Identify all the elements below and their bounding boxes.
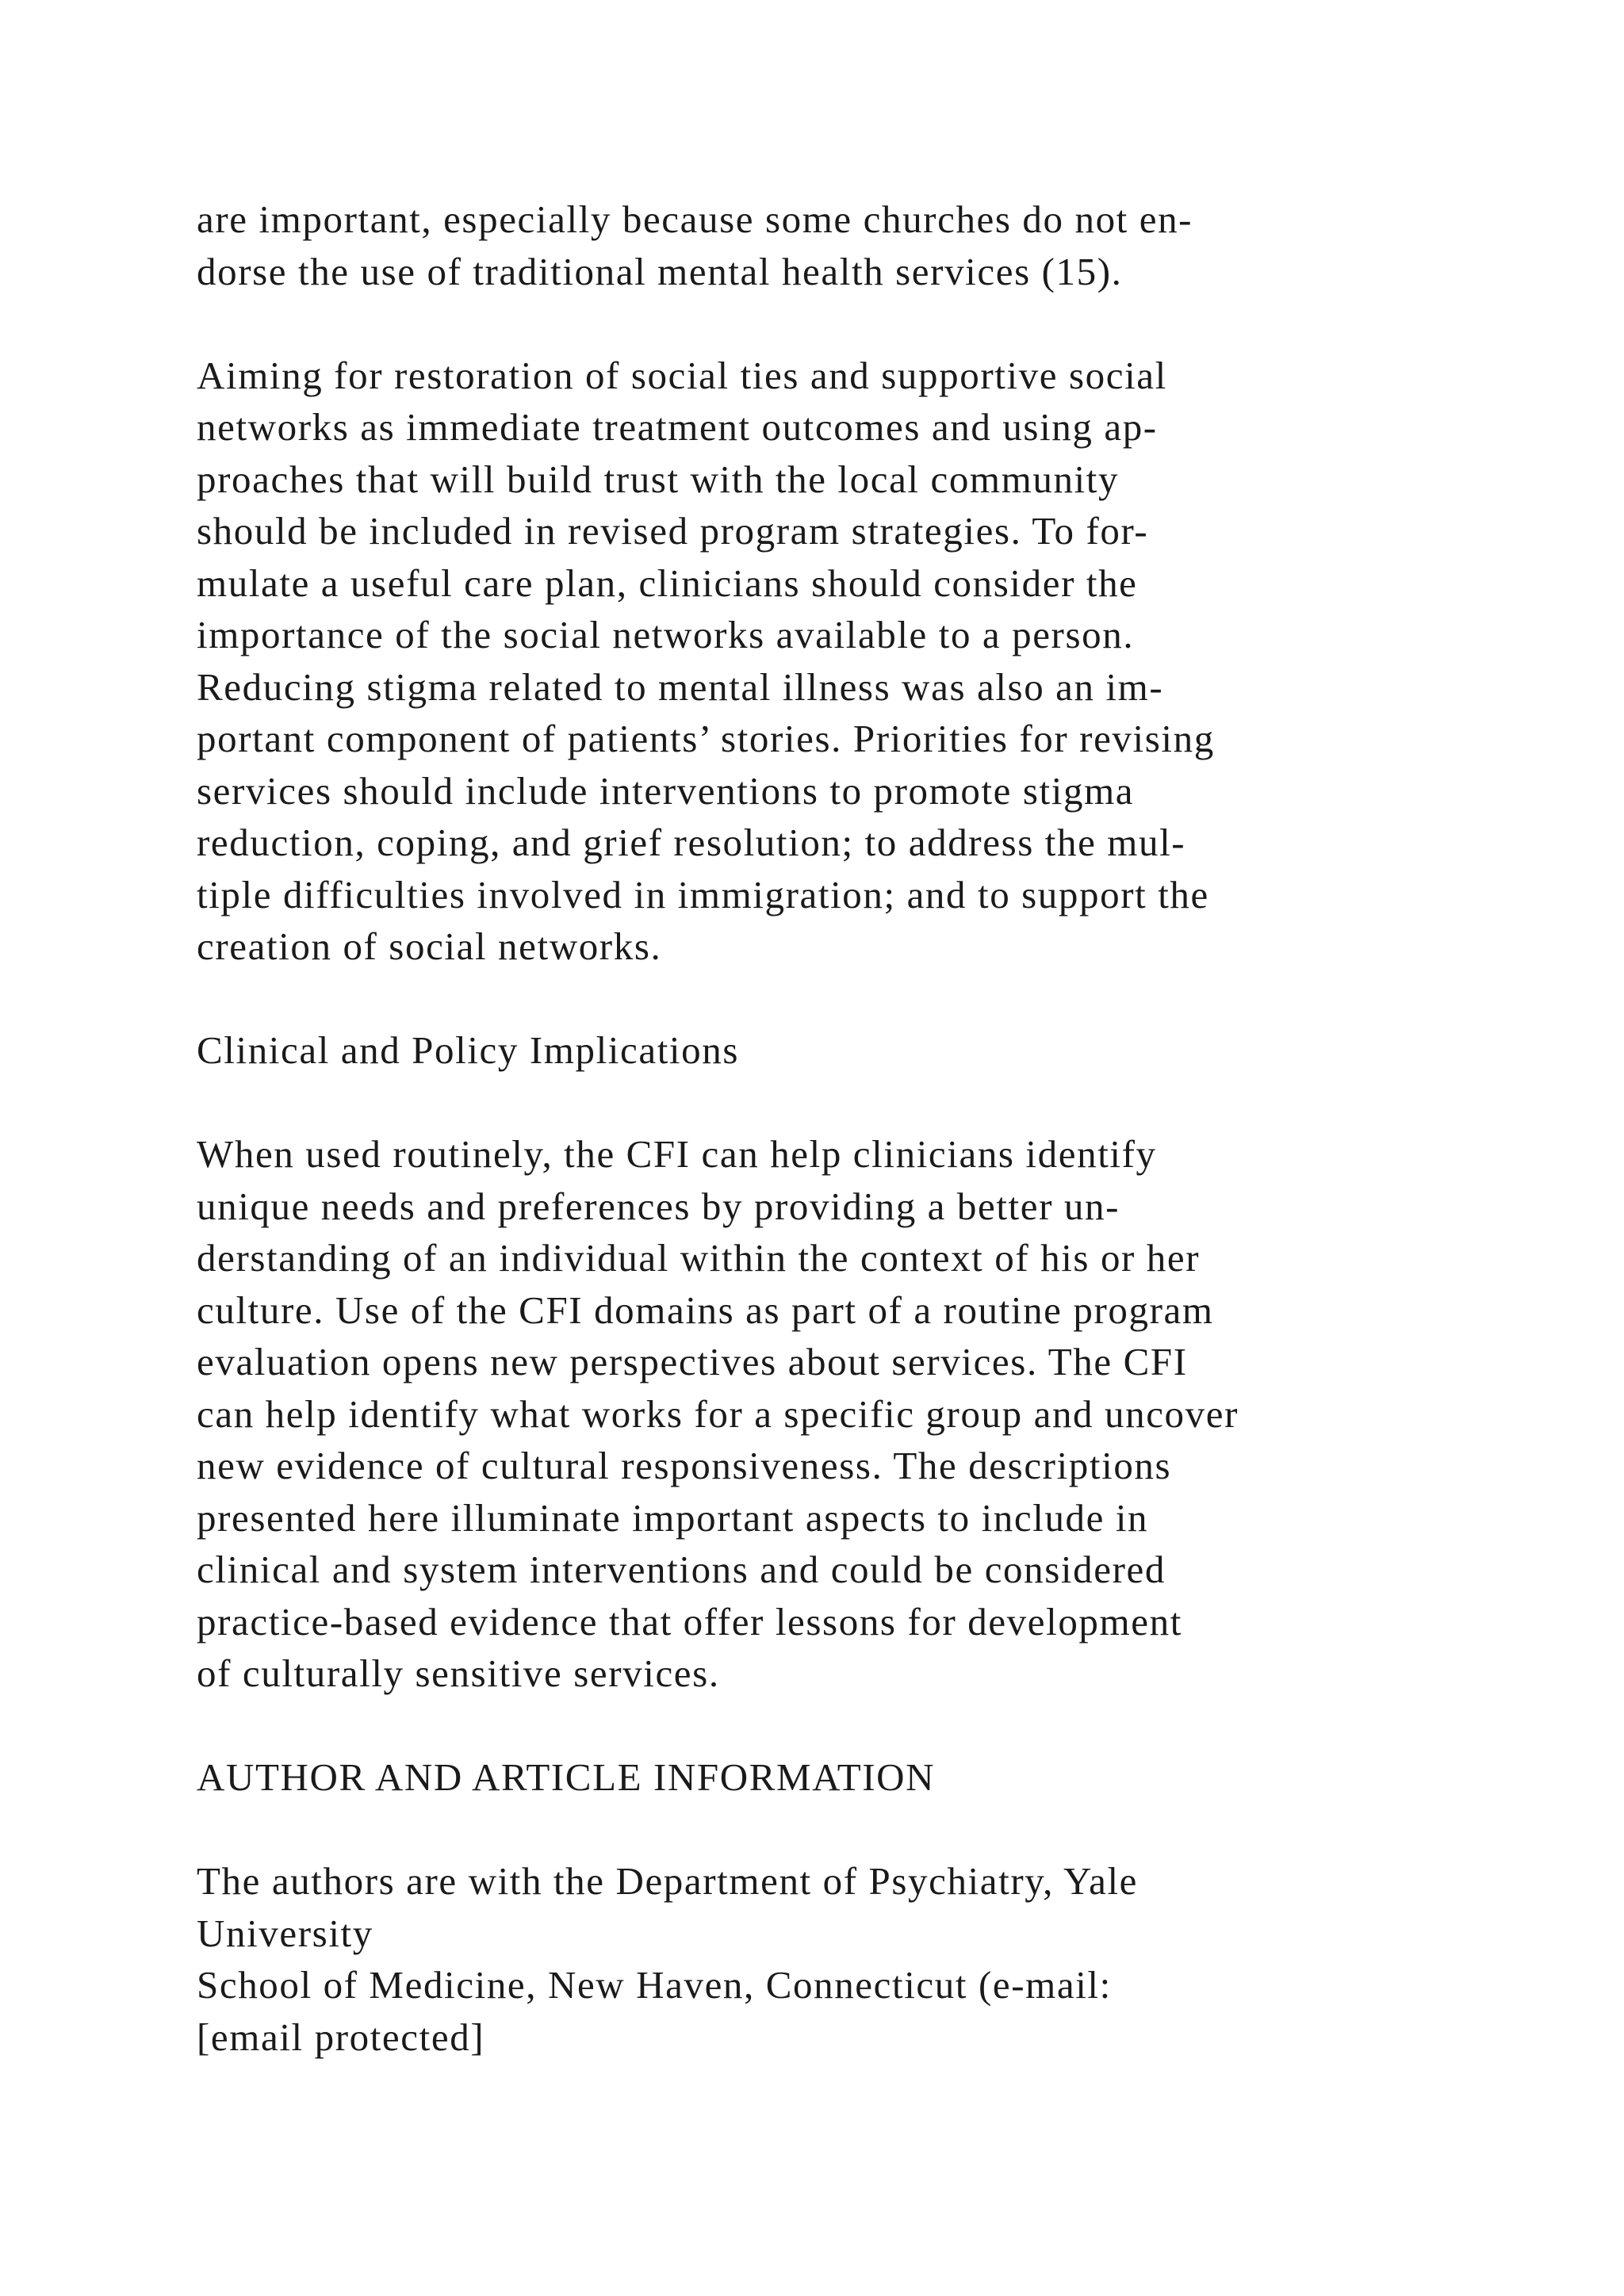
text-line: School of Medicine, New Haven, Connecticut (e-mail: <box>197 1963 1112 2007</box>
text-line: When used routinely, the CFI can help clinicians identify <box>197 1132 1157 1176</box>
text-line: clinical and system interventions and could be considered <box>197 1548 1166 1591</box>
text-line: networks as immediate treatment outcomes and using ap- <box>197 405 1158 449</box>
paragraph-gap <box>197 1077 1545 1129</box>
text-line: of culturally sensitive services. <box>197 1651 720 1695</box>
section-heading-author <box>197 1751 1545 1804</box>
paragraph-affiliation <box>197 1855 1545 2063</box>
paragraph-restoration <box>197 350 1545 973</box>
text-line: practice-based evidence that offer lessons for development <box>197 1599 1182 1644</box>
text-line: unique needs and preferences by providing a better un- <box>197 1184 1120 1228</box>
text-line: creation of social networks. <box>197 924 662 968</box>
text-line: Aiming for restoration of social ties and supportive social <box>197 353 1167 397</box>
email-line: [email protected] <box>197 2015 485 2059</box>
text-line: derstanding of an individual within the context of his or her <box>197 1236 1201 1280</box>
paragraph-gap <box>197 297 1545 350</box>
text-line: proaches that will build trust with the local community <box>197 457 1120 501</box>
text-line: new evidence of cultural responsiveness. The descriptions <box>197 1444 1172 1487</box>
text-line: evaluation opens new perspectives about services. The CFI <box>197 1340 1188 1383</box>
text-line: presented here illuminate important aspects to include in <box>197 1495 1149 1540</box>
section-heading-clinical <box>197 1024 1545 1077</box>
paragraph-continuation <box>197 193 1545 297</box>
text-line: are important, especially because some churches do not en- <box>197 197 1193 241</box>
text-line: should be included in revised program strategies. To for- <box>197 509 1149 553</box>
text-line: tiple difficulties involved in immigration; and to support the <box>197 872 1209 916</box>
text-line: portant component of patients’ stories. Priorities for revising <box>197 717 1215 760</box>
text-line: can help identify what works for a specific group and uncover <box>197 1391 1239 1436</box>
paragraph-gap <box>197 973 1545 1025</box>
section-heading: Clinical and Policy Implications <box>197 1028 740 1072</box>
text-line: culture. Use of the CFI domains as part of a routine program <box>197 1288 1214 1332</box>
document-body <box>197 193 1545 2063</box>
text-line: dorse the use of traditional mental health services (15). <box>197 249 1123 293</box>
paragraph-gap <box>197 1804 1545 1856</box>
text-line: services should include interventions to promote stigma <box>197 768 1135 813</box>
text-line: reduction, coping, and grief resolution; to address the mul- <box>197 821 1186 864</box>
paragraph-cfi <box>197 1128 1545 1700</box>
text-line: mulate a useful care plan, clinicians should consider the <box>197 561 1138 605</box>
paragraph-gap <box>197 1700 1545 1752</box>
section-heading: AUTHOR AND ARTICLE INFORMATION <box>197 1755 936 1799</box>
text-line: Reducing stigma related to mental illness was also an im- <box>197 664 1164 709</box>
text-line: importance of the social networks available to a person. <box>197 613 1135 656</box>
text-line: University <box>197 1911 373 1955</box>
text-line: The authors are with the Department of Psychiatry, Yale <box>197 1859 1139 1903</box>
